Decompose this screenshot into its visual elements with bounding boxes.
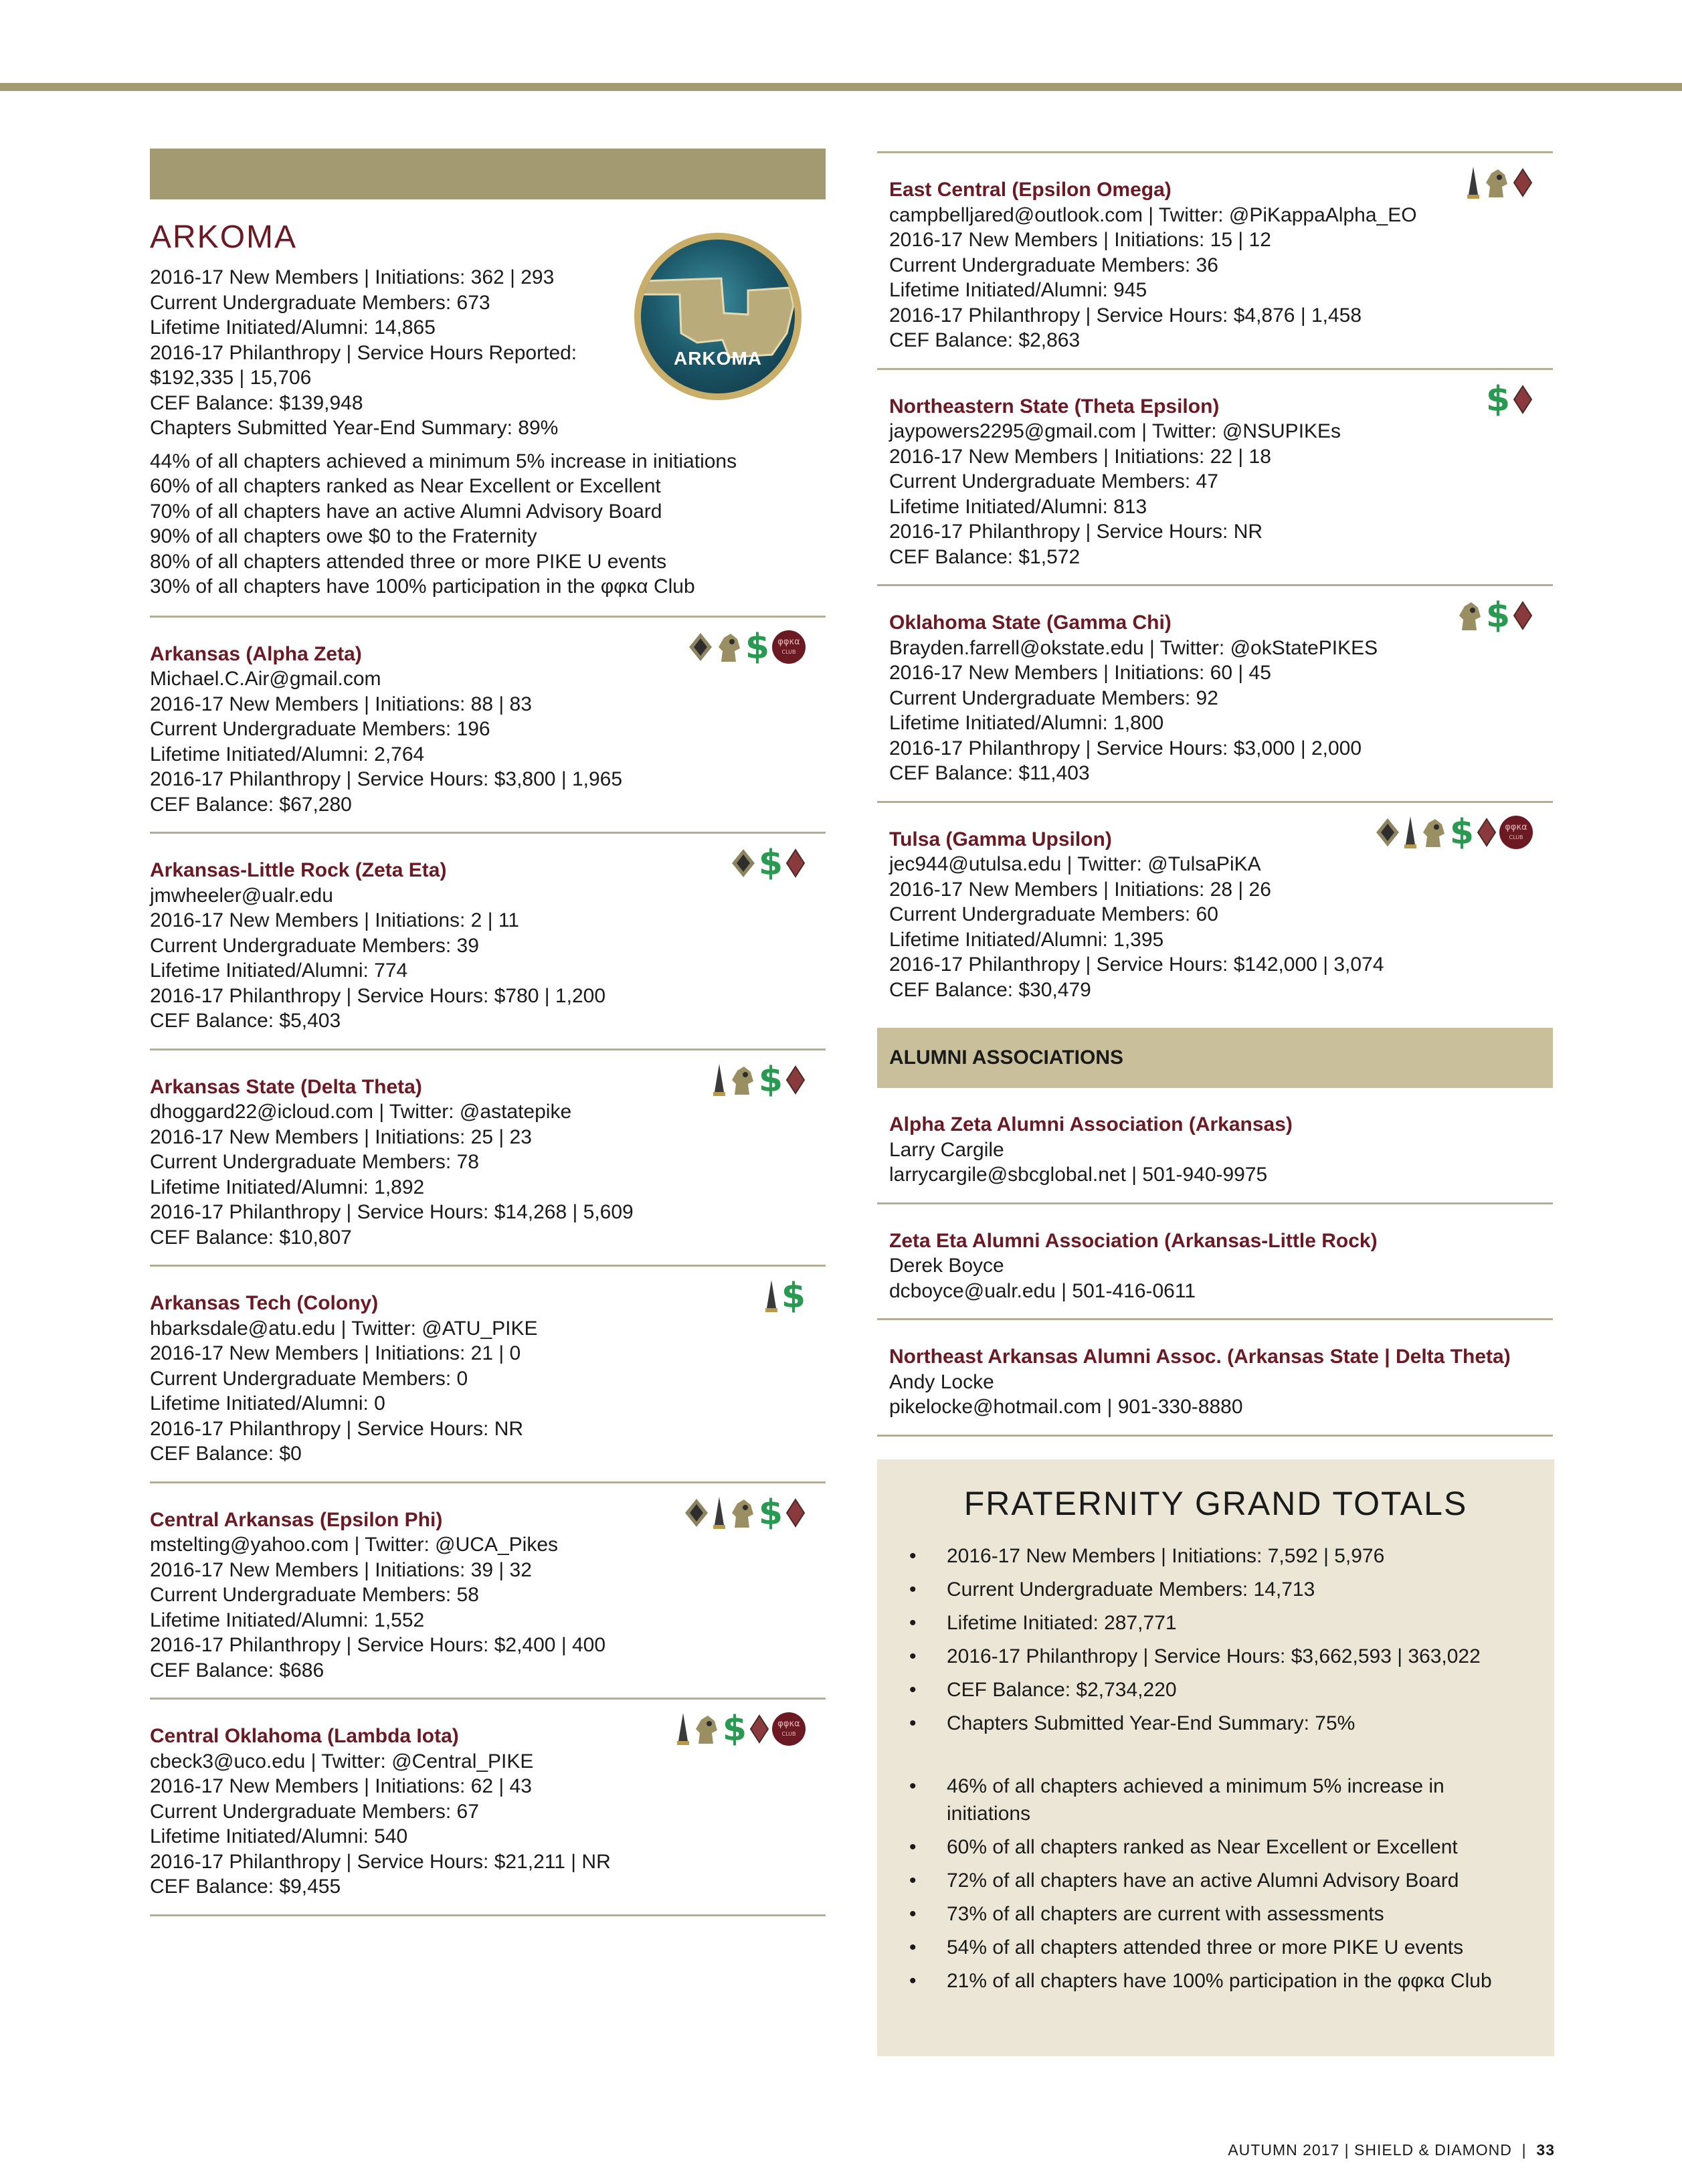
chapter-contact: dhoggard22@icloud.com | Twitter: @astatepike: [150, 1101, 572, 1123]
chapter-philanthropy: 2016-17 Philanthropy | Service Hours: $2,400 | 400: [150, 1634, 606, 1656]
chapter-cef: CEF Balance: $2,863: [889, 329, 1081, 351]
totals-stat: [909, 1710, 1495, 1737]
chapter-lifetime: Lifetime Initiated/Alumni: 1,892: [150, 1176, 425, 1198]
chapter-entry: [877, 803, 1553, 1018]
chapter-contact: Michael.C.Air@gmail.com: [150, 668, 381, 690]
region-header-bar: [150, 149, 826, 199]
totals-stat-text: 2016-17 New Members | Initiations: 7,592 | 5,976: [947, 1545, 1385, 1567]
club-icon-sub: CLUB: [1509, 834, 1523, 840]
totals-percentage: [909, 1934, 1495, 1961]
page-footer: [1228, 2141, 1555, 2159]
chapter-cef: CEF Balance: $686: [150, 1659, 324, 1681]
chapter-contact: campbelljared@outlook.com | Twitter: @PiKappaAlpha_EO: [889, 203, 1417, 226]
bullet: •: [909, 1578, 917, 1601]
totals-stat-text: 2016-17 Philanthropy | Service Hours: $3,662,593 | 363,022: [947, 1645, 1481, 1667]
bullet: •: [909, 1970, 917, 1992]
alumni-association: [877, 1204, 1553, 1319]
chapter-undergrad: Current Undergraduate Members: 78: [150, 1151, 479, 1173]
chapter-contact: cbeck3@uco.edu | Twitter: @Central_PIKE: [150, 1750, 534, 1772]
region-percentage: 80% of all chapters attended three or more PIKE U events: [150, 550, 667, 573]
totals-percentage: [909, 1867, 1495, 1894]
alumni-contact: pikelocke@hotmail.com | 901-330-8880: [889, 1396, 1243, 1418]
knight-icon: [1457, 600, 1483, 632]
chapter-entry: [877, 370, 1553, 585]
totals-stat: [909, 1676, 1495, 1704]
totals-percentage-text: 73% of all chapters are current with assessments: [947, 1903, 1384, 1925]
grand-totals-box: [877, 1459, 1554, 2056]
knight-icon: [693, 1713, 720, 1745]
region-percentage: 30% of all chapters have 100% participation in the φφκα Club: [150, 575, 695, 598]
bullet: •: [909, 1612, 917, 1634]
totals-stat: [909, 1576, 1495, 1603]
alumni-person: Derek Boyce: [889, 1255, 1004, 1277]
bullet: •: [909, 1870, 917, 1892]
dollar-icon: $: [1485, 379, 1510, 420]
award-icons: [1485, 379, 1533, 420]
dollar-icon: $: [758, 1059, 783, 1100]
bullet: •: [909, 1775, 917, 1797]
chapter-lifetime: Lifetime Initiated/Alumni: 945: [889, 279, 1147, 301]
bullet: •: [909, 1645, 917, 1667]
alumni-person: Andy Locke: [889, 1370, 994, 1393]
obelisk-icon: [1403, 815, 1418, 850]
club-icon-text: φφκα: [777, 636, 800, 647]
chapter-cef: CEF Balance: $11,403: [889, 762, 1090, 784]
totals-percentage: [909, 1772, 1495, 1827]
alumni-name: Alpha Zeta Alumni Association (Arkansas): [889, 1113, 1293, 1135]
club-icon-sub: CLUB: [781, 648, 796, 655]
chapter-contact: Brayden.farrell@okstate.edu | Twitter: @okStatePIKES: [889, 636, 1378, 659]
totals-percentage: [909, 1967, 1495, 1995]
region-percentage: 70% of all chapters have an active Alumni Advisory Board: [150, 500, 662, 523]
obelisk-icon: [676, 1712, 690, 1746]
region-percentage: 60% of all chapters ranked as Near Excellent or Excellent: [150, 475, 661, 497]
totals-stat-text: Chapters Submitted Year-End Summary: 75%: [947, 1712, 1356, 1734]
chapter-name: Tulsa (Gamma Upsilon): [889, 828, 1112, 850]
award-icons: [764, 1276, 806, 1316]
bullet: •: [909, 1836, 917, 1858]
chapter-entry: [150, 1700, 826, 1914]
chapter-philanthropy: 2016-17 Philanthropy | Service Hours: $4,876 | 1,458: [889, 304, 1362, 327]
chapter-philanthropy: 2016-17 Philanthropy | Service Hours: $21,211 | NR: [150, 1850, 611, 1873]
award-icons: [688, 626, 806, 667]
club-icon-sub: CLUB: [781, 1731, 796, 1737]
chapter-new-members: 2016-17 New Members | Initiations: 62 | 43: [150, 1775, 532, 1797]
chapter-undergrad: Current Undergraduate Members: 60: [889, 903, 1218, 925]
region-stat: CEF Balance: $139,948: [150, 391, 363, 414]
diamond-icon: [1513, 168, 1533, 197]
chapter-lifetime: Lifetime Initiated/Alumni: 1,395: [889, 928, 1164, 951]
totals-stat-text: Lifetime Initiated: 287,771: [947, 1612, 1177, 1634]
bullet: •: [909, 1679, 917, 1701]
chapter-lifetime: Lifetime Initiated/Alumni: 0: [150, 1392, 385, 1415]
arkoma-map-icon: [641, 240, 795, 393]
award-icons: [1457, 596, 1533, 636]
dollar-icon: $: [722, 1709, 747, 1749]
chapter-new-members: 2016-17 New Members | Initiations: 2 | 11: [150, 909, 519, 931]
chapter-entry: [150, 618, 826, 832]
chapter-undergrad: Current Undergraduate Members: 36: [889, 254, 1218, 276]
region-stat: Current Undergraduate Members: 673: [150, 291, 490, 314]
alumni-associations-header: ALUMNI ASSOCIATIONS: [877, 1028, 1553, 1088]
chapter-entry: [150, 834, 826, 1049]
region-stat: $192,335 | 15,706: [150, 367, 312, 389]
alumni-name: Zeta Eta Alumni Association (Arkansas-Little Rock): [889, 1229, 1378, 1252]
grand-totals-percentages: [877, 1772, 1554, 1995]
chapter-philanthropy: 2016-17 Philanthropy | Service Hours: $3,800 | 1,965: [150, 768, 623, 790]
chapter-name: Oklahoma State (Gamma Chi): [889, 612, 1172, 634]
chapter-philanthropy: 2016-17 Philanthropy | Service Hours: $780 | 1,200: [150, 984, 606, 1007]
diamond-icon: [1513, 601, 1533, 630]
right-column: [877, 151, 1553, 1437]
shield-seal-icon: [684, 1497, 709, 1528]
dollar-icon: $: [1449, 812, 1474, 852]
alumni-name: Northeast Arkansas Alumni Assoc. (Arkansas State | Delta Theta): [889, 1346, 1511, 1368]
shield-seal-icon: [1375, 817, 1400, 848]
chapter-name: Arkansas Tech (Colony): [150, 1292, 379, 1314]
club-icon-text: φφκα: [777, 1719, 800, 1729]
award-icons: [676, 1709, 806, 1749]
club-icon-text: φφκα: [1505, 822, 1527, 832]
chapter-philanthropy: 2016-17 Philanthropy | Service Hours: NR: [889, 521, 1263, 543]
alumni-person: Larry Cargile: [889, 1138, 1004, 1161]
chapter-entry: [150, 1483, 826, 1698]
diamond-icon: [785, 848, 806, 878]
totals-gap: [877, 1743, 1554, 1772]
left-column: [150, 149, 826, 1916]
chapter-new-members: 2016-17 New Members | Initiations: 60 | 45: [889, 662, 1271, 684]
chapter-lifetime: Lifetime Initiated/Alumni: 1,552: [150, 1609, 425, 1631]
chapter-undergrad: Current Undergraduate Members: 92: [889, 687, 1218, 709]
chapter-contact: mstelting@yahoo.com | Twitter: @UCA_Pikes: [150, 1534, 559, 1556]
chapter-philanthropy: 2016-17 Philanthropy | Service Hours: $3,000 | 2,000: [889, 737, 1362, 759]
chapter-new-members: 2016-17 New Members | Initiations: 28 | 26: [889, 878, 1271, 901]
chapter-name: Central Arkansas (Epsilon Phi): [150, 1508, 443, 1531]
region-stat: Chapters Submitted Year-End Summary: 89%: [150, 417, 559, 439]
chapter-new-members: 2016-17 New Members | Initiations: 22 | 18: [889, 445, 1271, 468]
chapter-cef: CEF Balance: $9,455: [150, 1876, 341, 1898]
shield-seal-icon: [688, 632, 713, 662]
chapter-name: Arkansas (Alpha Zeta): [150, 642, 362, 665]
chapter-new-members: 2016-17 New Members | Initiations: 39 | 32: [150, 1558, 532, 1581]
chapter-entry: [877, 153, 1553, 368]
chapter-cef: CEF Balance: $10,807: [150, 1226, 352, 1249]
divider: [150, 1914, 826, 1916]
totals-stat: [909, 1643, 1495, 1670]
chapter-philanthropy: 2016-17 Philanthropy | Service Hours: NR: [150, 1417, 524, 1440]
chapter-contact: jmwheeler@ualr.edu: [150, 884, 333, 907]
dollar-icon: $: [745, 626, 769, 667]
region-stat: Lifetime Initiated/Alumni: 14,865: [150, 316, 436, 339]
chapter-entry: [150, 1051, 826, 1265]
seal-label: ARKOMA: [674, 348, 762, 369]
divider: [877, 1435, 1553, 1437]
knight-icon: [729, 1064, 756, 1096]
publication-name: AUTUMN 2017 | SHIELD & DIAMOND: [1228, 2141, 1512, 2159]
award-icons: [712, 1059, 806, 1100]
chapter-lifetime: Lifetime Initiated/Alumni: 774: [150, 960, 408, 982]
obelisk-icon: [712, 1495, 727, 1530]
club-icon: [772, 1712, 806, 1746]
chapter-name: East Central (Epsilon Omega): [889, 179, 1172, 201]
alumni-association: [877, 1320, 1553, 1435]
chapter-new-members: 2016-17 New Members | Initiations: 15 | 12: [889, 229, 1271, 251]
chapter-contact: hbarksdale@atu.edu | Twitter: @ATU_PIKE: [150, 1317, 538, 1340]
chapter-undergrad: Current Undergraduate Members: 47: [889, 470, 1218, 492]
bullet: •: [909, 1903, 917, 1925]
obelisk-icon: [764, 1279, 779, 1313]
shield-seal-icon: [731, 848, 756, 879]
diamond-icon: [749, 1714, 769, 1744]
diamond-icon: [785, 1065, 806, 1095]
chapter-lifetime: Lifetime Initiated/Alumni: 813: [889, 495, 1147, 518]
top-rule: [0, 83, 1682, 91]
chapter-contact: jec944@utulsa.edu | Twitter: @TulsaPiKA: [889, 853, 1261, 875]
totals-stat-text: CEF Balance: $2,734,220: [947, 1679, 1177, 1701]
totals-percentage-text: 72% of all chapters have an active Alumni Advisory Board: [947, 1870, 1459, 1892]
chapter-undergrad: Current Undergraduate Members: 67: [150, 1800, 479, 1823]
chapter-philanthropy: 2016-17 Philanthropy | Service Hours: $142,000 | 3,074: [889, 953, 1384, 976]
chapter-entry: [877, 586, 1553, 801]
chapter-name: Northeastern State (Theta Epsilon): [889, 395, 1220, 418]
knight-icon: [716, 631, 743, 663]
region-title: ARKOMA: [150, 219, 298, 255]
grand-totals-stats: [877, 1542, 1554, 1737]
totals-stat-text: Current Undergraduate Members: 14,713: [947, 1578, 1315, 1601]
award-icons: [1375, 812, 1533, 852]
chapter-cef: CEF Balance: $0: [150, 1443, 302, 1465]
totals-percentage-text: 60% of all chapters ranked as Near Excellent or Excellent: [947, 1836, 1458, 1858]
diamond-icon: [1513, 385, 1533, 414]
region-stat: 2016-17 Philanthropy | Service Hours Reported:: [150, 341, 577, 364]
dollar-icon: $: [758, 1492, 783, 1533]
totals-percentage-text: 54% of all chapters attended three or more PIKE U events: [947, 1936, 1464, 1959]
chapter-new-members: 2016-17 New Members | Initiations: 88 | 83: [150, 693, 532, 715]
chapter-cef: CEF Balance: $1,572: [889, 545, 1081, 568]
totals-percentage: [909, 1833, 1495, 1861]
diamond-icon: [1477, 818, 1497, 847]
dollar-icon: $: [781, 1276, 806, 1316]
chapter-undergrad: Current Undergraduate Members: 39: [150, 934, 479, 957]
footer-separator: |: [1521, 2141, 1527, 2159]
totals-stat: [909, 1542, 1495, 1570]
bullet: •: [909, 1936, 917, 1959]
chapter-cef: CEF Balance: $67,280: [150, 793, 352, 816]
alumni-association: [877, 1088, 1553, 1202]
knight-icon: [1483, 167, 1510, 199]
alumni-contact: larrycargile@sbcglobal.net | 501-940-9975: [889, 1164, 1268, 1186]
chapter-name: Central Oklahoma (Lambda Iota): [150, 1725, 459, 1747]
chapter-new-members: 2016-17 New Members | Initiations: 21 | 0: [150, 1342, 521, 1364]
chapter-name: Arkansas State (Delta Theta): [150, 1075, 422, 1098]
arkoma-seal-icon: [634, 233, 802, 400]
page-number: 33: [1536, 2141, 1555, 2159]
chapter-undergrad: Current Undergraduate Members: 0: [150, 1367, 468, 1390]
chapter-philanthropy: 2016-17 Philanthropy | Service Hours: $14,268 | 5,609: [150, 1201, 634, 1223]
dollar-icon: $: [1485, 596, 1510, 636]
alumni-contact: dcboyce@ualr.edu | 501-416-0611: [889, 1279, 1196, 1302]
knight-icon: [1420, 816, 1447, 848]
totals-percentage-text: 46% of all chapters achieved a minimum 5% increase in initiations: [947, 1775, 1444, 1825]
chapter-undergrad: Current Undergraduate Members: 58: [150, 1584, 479, 1606]
award-icons: [731, 843, 806, 883]
obelisk-icon: [1466, 165, 1481, 200]
chapter-contact: jaypowers2295@gmail.com | Twitter: @NSUPIKEs: [889, 420, 1341, 442]
totals-percentage: [909, 1900, 1495, 1928]
region-percentage: 44% of all chapters achieved a minimum 5% increase in initiations: [150, 450, 737, 472]
region-stat: 2016-17 New Members | Initiations: 362 | 293: [150, 266, 555, 288]
club-icon: [772, 630, 806, 664]
bullet: •: [909, 1545, 917, 1567]
obelisk-icon: [712, 1063, 727, 1097]
award-icons: [1466, 165, 1533, 200]
chapter-name: Arkansas-Little Rock (Zeta Eta): [150, 859, 447, 881]
chapter-lifetime: Lifetime Initiated/Alumni: 2,764: [150, 743, 425, 765]
totals-stat: [909, 1609, 1495, 1637]
bullet: •: [909, 1712, 917, 1734]
knight-icon: [729, 1497, 756, 1529]
chapter-undergrad: Current Undergraduate Members: 196: [150, 718, 490, 740]
chapter-lifetime: Lifetime Initiated/Alumni: 1,800: [889, 712, 1164, 734]
region-percentage: 90% of all chapters owe $0 to the Fraternity: [150, 525, 537, 547]
chapter-lifetime: Lifetime Initiated/Alumni: 540: [150, 1825, 408, 1847]
club-icon: [1499, 816, 1533, 849]
diamond-icon: [785, 1498, 806, 1528]
chapter-cef: CEF Balance: $5,403: [150, 1010, 341, 1032]
grand-totals-title: FRATERNITY GRAND TOTALS: [963, 1485, 1468, 1522]
chapter-entry: [150, 1267, 826, 1481]
chapter-cef: CEF Balance: $30,479: [889, 978, 1091, 1001]
region-summary: [150, 219, 826, 600]
chapter-new-members: 2016-17 New Members | Initiations: 25 | 23: [150, 1125, 532, 1148]
award-icons: [684, 1492, 806, 1533]
totals-percentage-text: 21% of all chapters have 100% participation in the φφκα Club: [947, 1970, 1492, 1992]
dollar-icon: $: [758, 843, 783, 883]
region-percentages: [150, 449, 826, 600]
